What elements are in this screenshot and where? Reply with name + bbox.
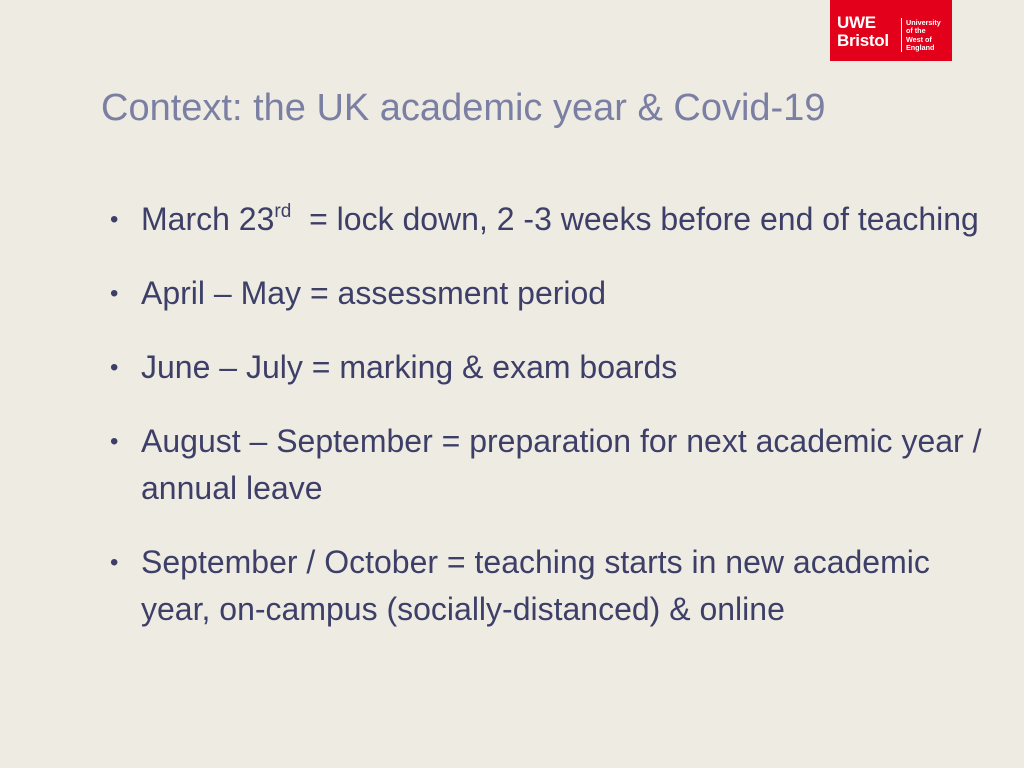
bullet-1-superscript: rd (274, 201, 292, 222)
bullet-item-5 (110, 539, 1000, 633)
logo-subtitle (906, 19, 941, 53)
bullet-icon: • (110, 549, 119, 576)
bullet-1-prefix: March 23 (141, 201, 275, 237)
logo-brand-line1: UWE (837, 13, 876, 32)
logo-wordmark (837, 14, 889, 50)
logo-sub-line3: West of (906, 34, 932, 44)
bullet-icon: • (110, 354, 119, 381)
bullet-item-1 (110, 196, 1000, 243)
bullet-item-4 (110, 418, 1000, 512)
bullet-1-suffix: = lock down, 2 -3 weeks before end of teaching (291, 201, 979, 237)
logo-sub-line2: of the (906, 26, 926, 36)
logo-sub-line1: University (906, 18, 941, 27)
bullet-3-text: June – July = marking & exam boards (141, 349, 678, 385)
bullet-icon: • (110, 280, 119, 307)
bullet-2-text: April – May = assessment period (141, 275, 607, 311)
bullet-4-text: August – September = preparation for next academic year / annual leave (141, 423, 982, 506)
bullet-5-text: September / October = teaching starts in new academic year, on-campus (socially-distanced) & online (141, 544, 930, 627)
bullet-icon: • (110, 428, 119, 455)
logo-brand-line2: Bristol (837, 31, 889, 50)
slide-title: Context: the UK academic year & Covid-19 (101, 87, 826, 129)
logo-sub-line4: England (906, 43, 935, 53)
bullet-item-3 (110, 344, 1000, 391)
logo-divider (901, 18, 902, 52)
bullet-list (110, 196, 1000, 633)
bullet-item-2 (110, 270, 1000, 317)
uwe-bristol-logo (830, 0, 952, 61)
bullet-icon: • (110, 206, 119, 233)
